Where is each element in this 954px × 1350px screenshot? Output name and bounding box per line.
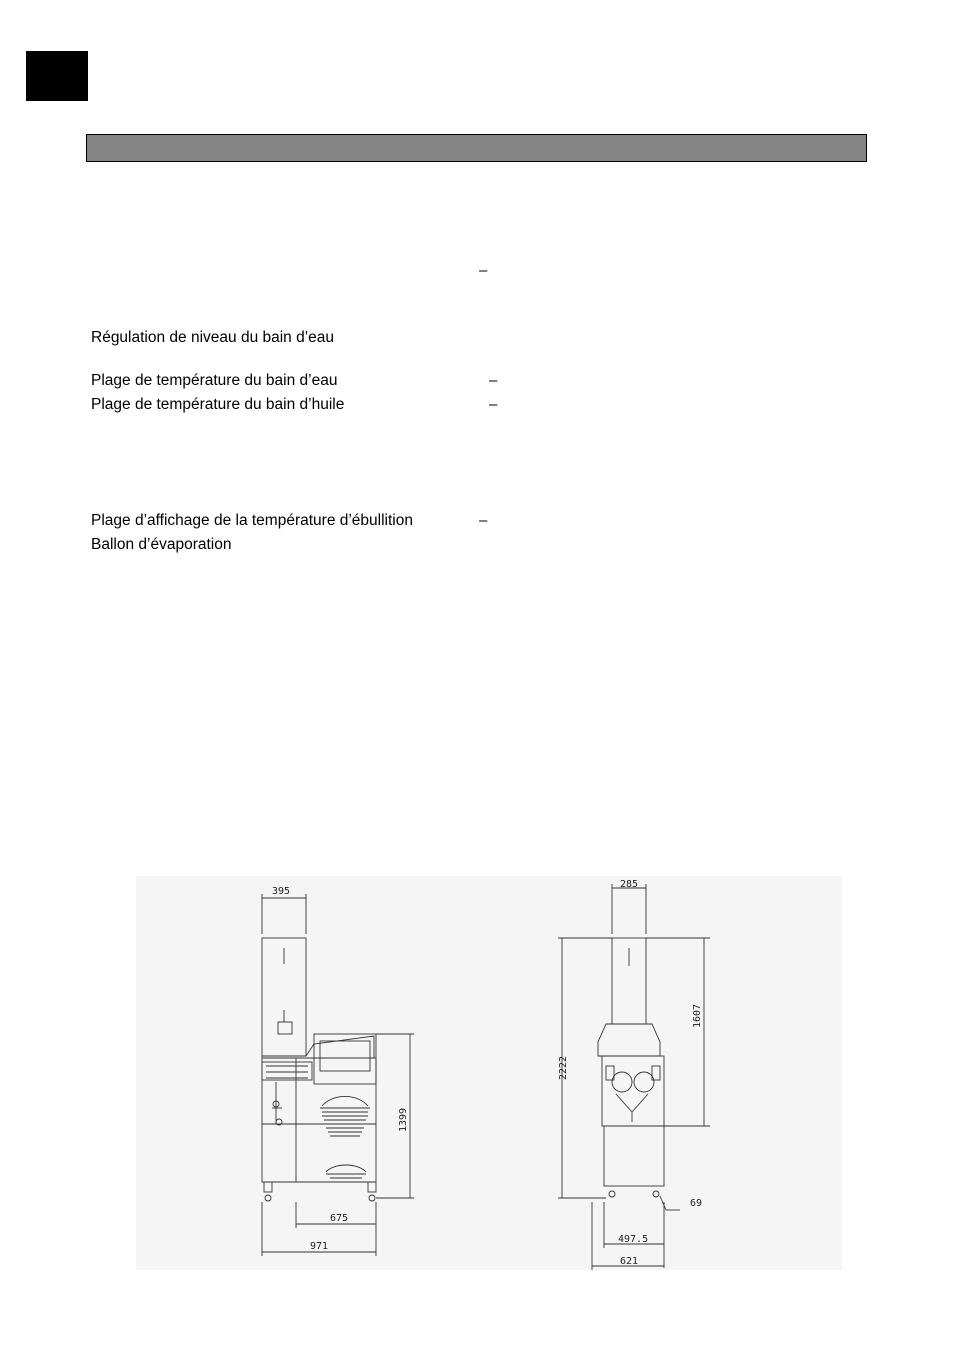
section-header-bar bbox=[86, 134, 867, 162]
spec-dash: – bbox=[489, 396, 498, 413]
chapter-marker bbox=[26, 51, 88, 101]
side-body bbox=[602, 1056, 664, 1126]
dim-side-base-total: 621 bbox=[620, 1256, 639, 1267]
dim-front-base-total: 971 bbox=[310, 1241, 329, 1252]
dim-side-column-height: 1607 bbox=[692, 1003, 703, 1028]
dim-side-total-height: 2222 bbox=[558, 1055, 569, 1080]
spec-label-level-regulation: Régulation de niveau du bain d’eau bbox=[91, 329, 335, 346]
spec-label-water-bath-range: Plage de température du bain d’eau bbox=[91, 372, 338, 389]
dimension-drawing bbox=[136, 876, 842, 1270]
spec-dash: – bbox=[479, 262, 488, 279]
spec-dash: – bbox=[489, 372, 498, 389]
spec-dash: – bbox=[479, 512, 488, 529]
spec-label-evaporation-flask: Ballon d’évaporation bbox=[91, 536, 232, 553]
dim-front-base-inner: 675 bbox=[330, 1213, 349, 1224]
dim-side-base-inner: 497.5 bbox=[618, 1234, 649, 1245]
dim-front-height: 1399 bbox=[398, 1107, 409, 1132]
dim-side-wheel-offset: 69 bbox=[690, 1198, 703, 1209]
front-control-panel bbox=[314, 1034, 376, 1084]
spec-label-boiling-display-range: Plage d’affichage de la température d’ébullition bbox=[91, 512, 413, 529]
spec-label-oil-bath-range: Plage de température du bain d’huile bbox=[91, 396, 345, 413]
dim-side-top-width: 285 bbox=[620, 879, 639, 890]
dim-front-top-width: 395 bbox=[272, 886, 291, 897]
